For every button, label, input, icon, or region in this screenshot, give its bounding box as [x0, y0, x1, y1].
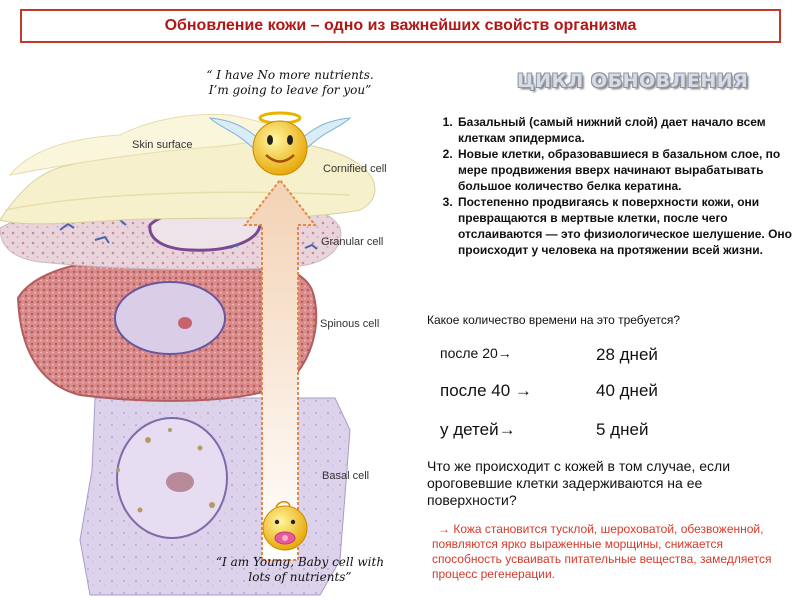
layer-label-basal: Basal cell	[322, 470, 370, 482]
timeline-label: после 40 →	[440, 381, 532, 400]
right-arrow-icon: →	[438, 522, 450, 536]
step-item: 2. Новые клетки, образовавшиеся в базальном слое, по мере продвижения вверх начинают вырабатывать большое количество белка кератина.	[456, 146, 800, 194]
timeline-value: 40 дней	[596, 381, 658, 400]
timeline-value: 5 дней	[596, 420, 649, 439]
steps-list	[428, 114, 800, 258]
page-title: Обновление кожи – одно из важнейших свойств организма	[164, 17, 637, 34]
question-time: Какое количество времени на это требуется?	[427, 313, 681, 327]
layer-label-skin-surface: Skin surface	[132, 139, 193, 151]
layer-label-granular: Granular cell	[321, 236, 384, 248]
skin-layers-diagram	[0, 55, 420, 600]
quote-young-cell: “I am Young, Baby cell with lots of nutrients”	[215, 555, 385, 584]
section-heading: ЦИКЛ ОБНОВЛЕНИЯ	[517, 70, 749, 92]
timeline-value: 28 дней	[596, 345, 658, 364]
timeline-label: после 20→	[440, 345, 512, 361]
right-arrow-icon: →	[498, 420, 516, 439]
title-box	[20, 9, 781, 43]
question-cornified: Что же происходит с кожей в том случае, если ороговевшие клетки задерживаются на ее поверхности?	[427, 458, 731, 508]
layer-label-cornified: Cornified cell	[323, 163, 387, 175]
layer-label-spinous: Spinous cell	[320, 318, 380, 330]
quote-old-cell: “ I have No more nutrients. I’m going to leave for you”	[206, 68, 374, 97]
timeline-label: у детей→	[440, 420, 516, 439]
step-item: 3. Постепенно продвигаясь к поверхности кожи, они превращаются в мертвые клетки, после чего отслаиваются — это физиологическое шелушение. Оно происходит у человека на протяжении всей жизни.	[456, 194, 800, 258]
right-arrow-icon: →	[514, 381, 532, 400]
answer-text: → Кожа становится тусклой, шероховатой, обезвоженной, появляются ярко выраженные морщины, снижается способность усваивать питательные вещества, замедляется процесс регенерации.	[432, 522, 772, 581]
right-arrow-icon: →	[497, 345, 512, 361]
step-item: 1. Базальный (самый нижний слой) дает начало всем клеткам эпидермиса.	[456, 114, 800, 146]
